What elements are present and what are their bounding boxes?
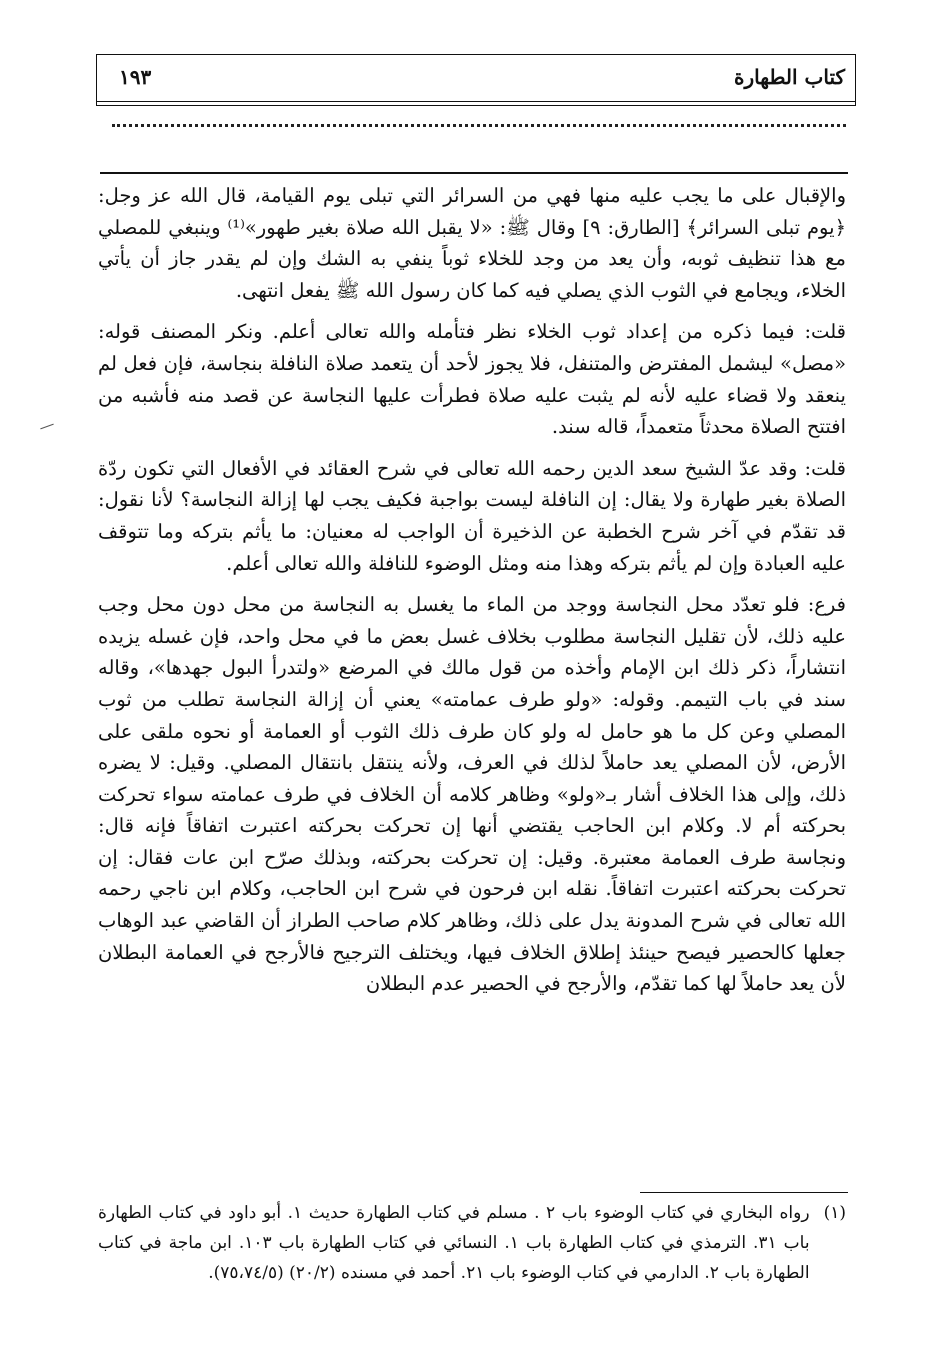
footnote-number: (١): [823, 1203, 846, 1223]
margin-mark: [40, 424, 53, 430]
paragraph-3: قلت: وقد عدّ الشيخ سعد الدين رحمه الله تعالى في شرح العقائد في الأفعال التي تكون ردّة الصلاة بغير طهارة ولا يقال: إن النافلة ليست بواجبة فكيف يجب لها إزالة النجاسة؟ لأنا نقول: قد تقدّم في آخر شرح الخطبة عن الذخيرة أن الواجب له معنيان: ما يأثم بتركه وما تتوقف عليه العبادة وإن لم يأثم بتركه وهذا منه ومثل الوضوء للنافلة والله تعالى أعلم.: [98, 456, 846, 575]
paragraph-2: قلت: فيما ذكره من إعداد ثوب الخلاء نظر فتأمله والله تعالى أعلم. ونكر المصنف قوله: «مصل» ليشمل المفترض والمتنفل، فلا يجوز لأحد أن يتعمد صلاة النافلة بنجاسة، فإن فعل لم ينعقد ولا قضاء عليه لأنه لم يثبت عليه صلاة فطرأت عليها النجاسة عن قصد منه فأشبه من افتتح الصلاة محدثاً متعمداً، قاله سند.: [98, 320, 846, 439]
book-title: كتاب الطهارة: [734, 65, 845, 89]
footnote-text: رواه البخاري في كتاب الوضوء باب ٢ . مسلم في كتاب الطهارة حديث ١. أبو داود في كتاب الطهارة باب ٣١. الترمذي في كتاب الطهارة باب ١. النسائي في كتاب الطهارة باب ١٠٣. ابن ماجة في كتاب الطهارة باب ٢. الدارمي في كتاب الوضوء باب ٢١. أحمد في مسنده (٢٠/٢) (٧٥،٧٤/٥).: [98, 1203, 810, 1283]
header-divider: [97, 101, 855, 102]
footnote-divider: [640, 1192, 848, 1193]
footnote: [98, 1198, 846, 1288]
dotted-separator: [112, 118, 846, 127]
paragraph-1: والإقبال على ما يجب عليه منها فهي من السرائر التي تبلى يوم القيامة، قال الله عز وجل: ﴿يوم تبلى السرائر﴾ [الطارق: ٩] وقال ﷺ: «لا يقبل الله صلاة بغير طهور»⁽¹⁾ وينبغي للمصلي مع هذا تنظيف ثوبه، وأن يعد من وجد للخلاء ثوباً ينفي به الشك وإن لم يقدر جاز أن يأتي الخلاء، ويجامع في الثوب الذي يصلي فيه كما كان رسول الله ﷺ يفعل انتهى.: [98, 184, 846, 302]
text-top-rule: [100, 172, 848, 174]
running-header: [96, 54, 856, 106]
main-text: [98, 180, 846, 1000]
paragraph-4: فرع: فلو تعدّد محل النجاسة ووجد من الماء ما يغسل به النجاسة من محل دون محل وجب عليه ذلك، لأن تقليل النجاسة مطلوب بخلاف غسل بعض ما في محل واحد، فإن غسله يزيده انتشاراً، ذكر ذلك ابن الإمام وأخذه من قول مالك في المرضع «ولتدرأ البول جهدها»، وقاله سند في باب التيمم. وقوله: «ولو طرف عمامته» يعني أن إزالة النجاسة تطلب من ثوب المصلي وعن كل ما هو حامل له ولو كان طرف ذلك الثوب أو العمامة أو نحوه ملقى على الأرض، لأن المصلي يعد حاملاً لذلك في العرف، ولأنه ينتقل بانتقال المصلي. وقيل: لا يضره ذلك، وإلى هذا الخلاف أشار بـ«ولو» وظاهر كلامه أن الخلاف في طرف عمامته سواء تحركت بحركته أم لا. وكلام ابن الحاجب يقتضي أنها إن تحركت بحركته اعتبرت اتفاقاً فإنه قال: ونجاسة طرف العمامة معتبرة. وقيل: إن تحركت بحركته، وبذلك صرّح ابن عات فقال: إن تحركت بحركته اعتبرت اتفاقاً. نقله ابن فرحون في شرح ابن الحاجب، وكلام ابن ناجي رحمه الله تعالى في شرح المدونة يدل على ذلك، وظاهر كلام صاحب الطراز أن القاضي عبد الوهاب جعلها كالحصير فيصح حينئذ إطلاق الخلاف فيها، ويختلف الترجيح فالأرجح في العمامة البطلان لأن يعد حاملاً لها كما تقدّم، والأرجح في الحصير عدم البطلان: [98, 593, 846, 996]
page-number: ١٩٣: [119, 65, 152, 89]
